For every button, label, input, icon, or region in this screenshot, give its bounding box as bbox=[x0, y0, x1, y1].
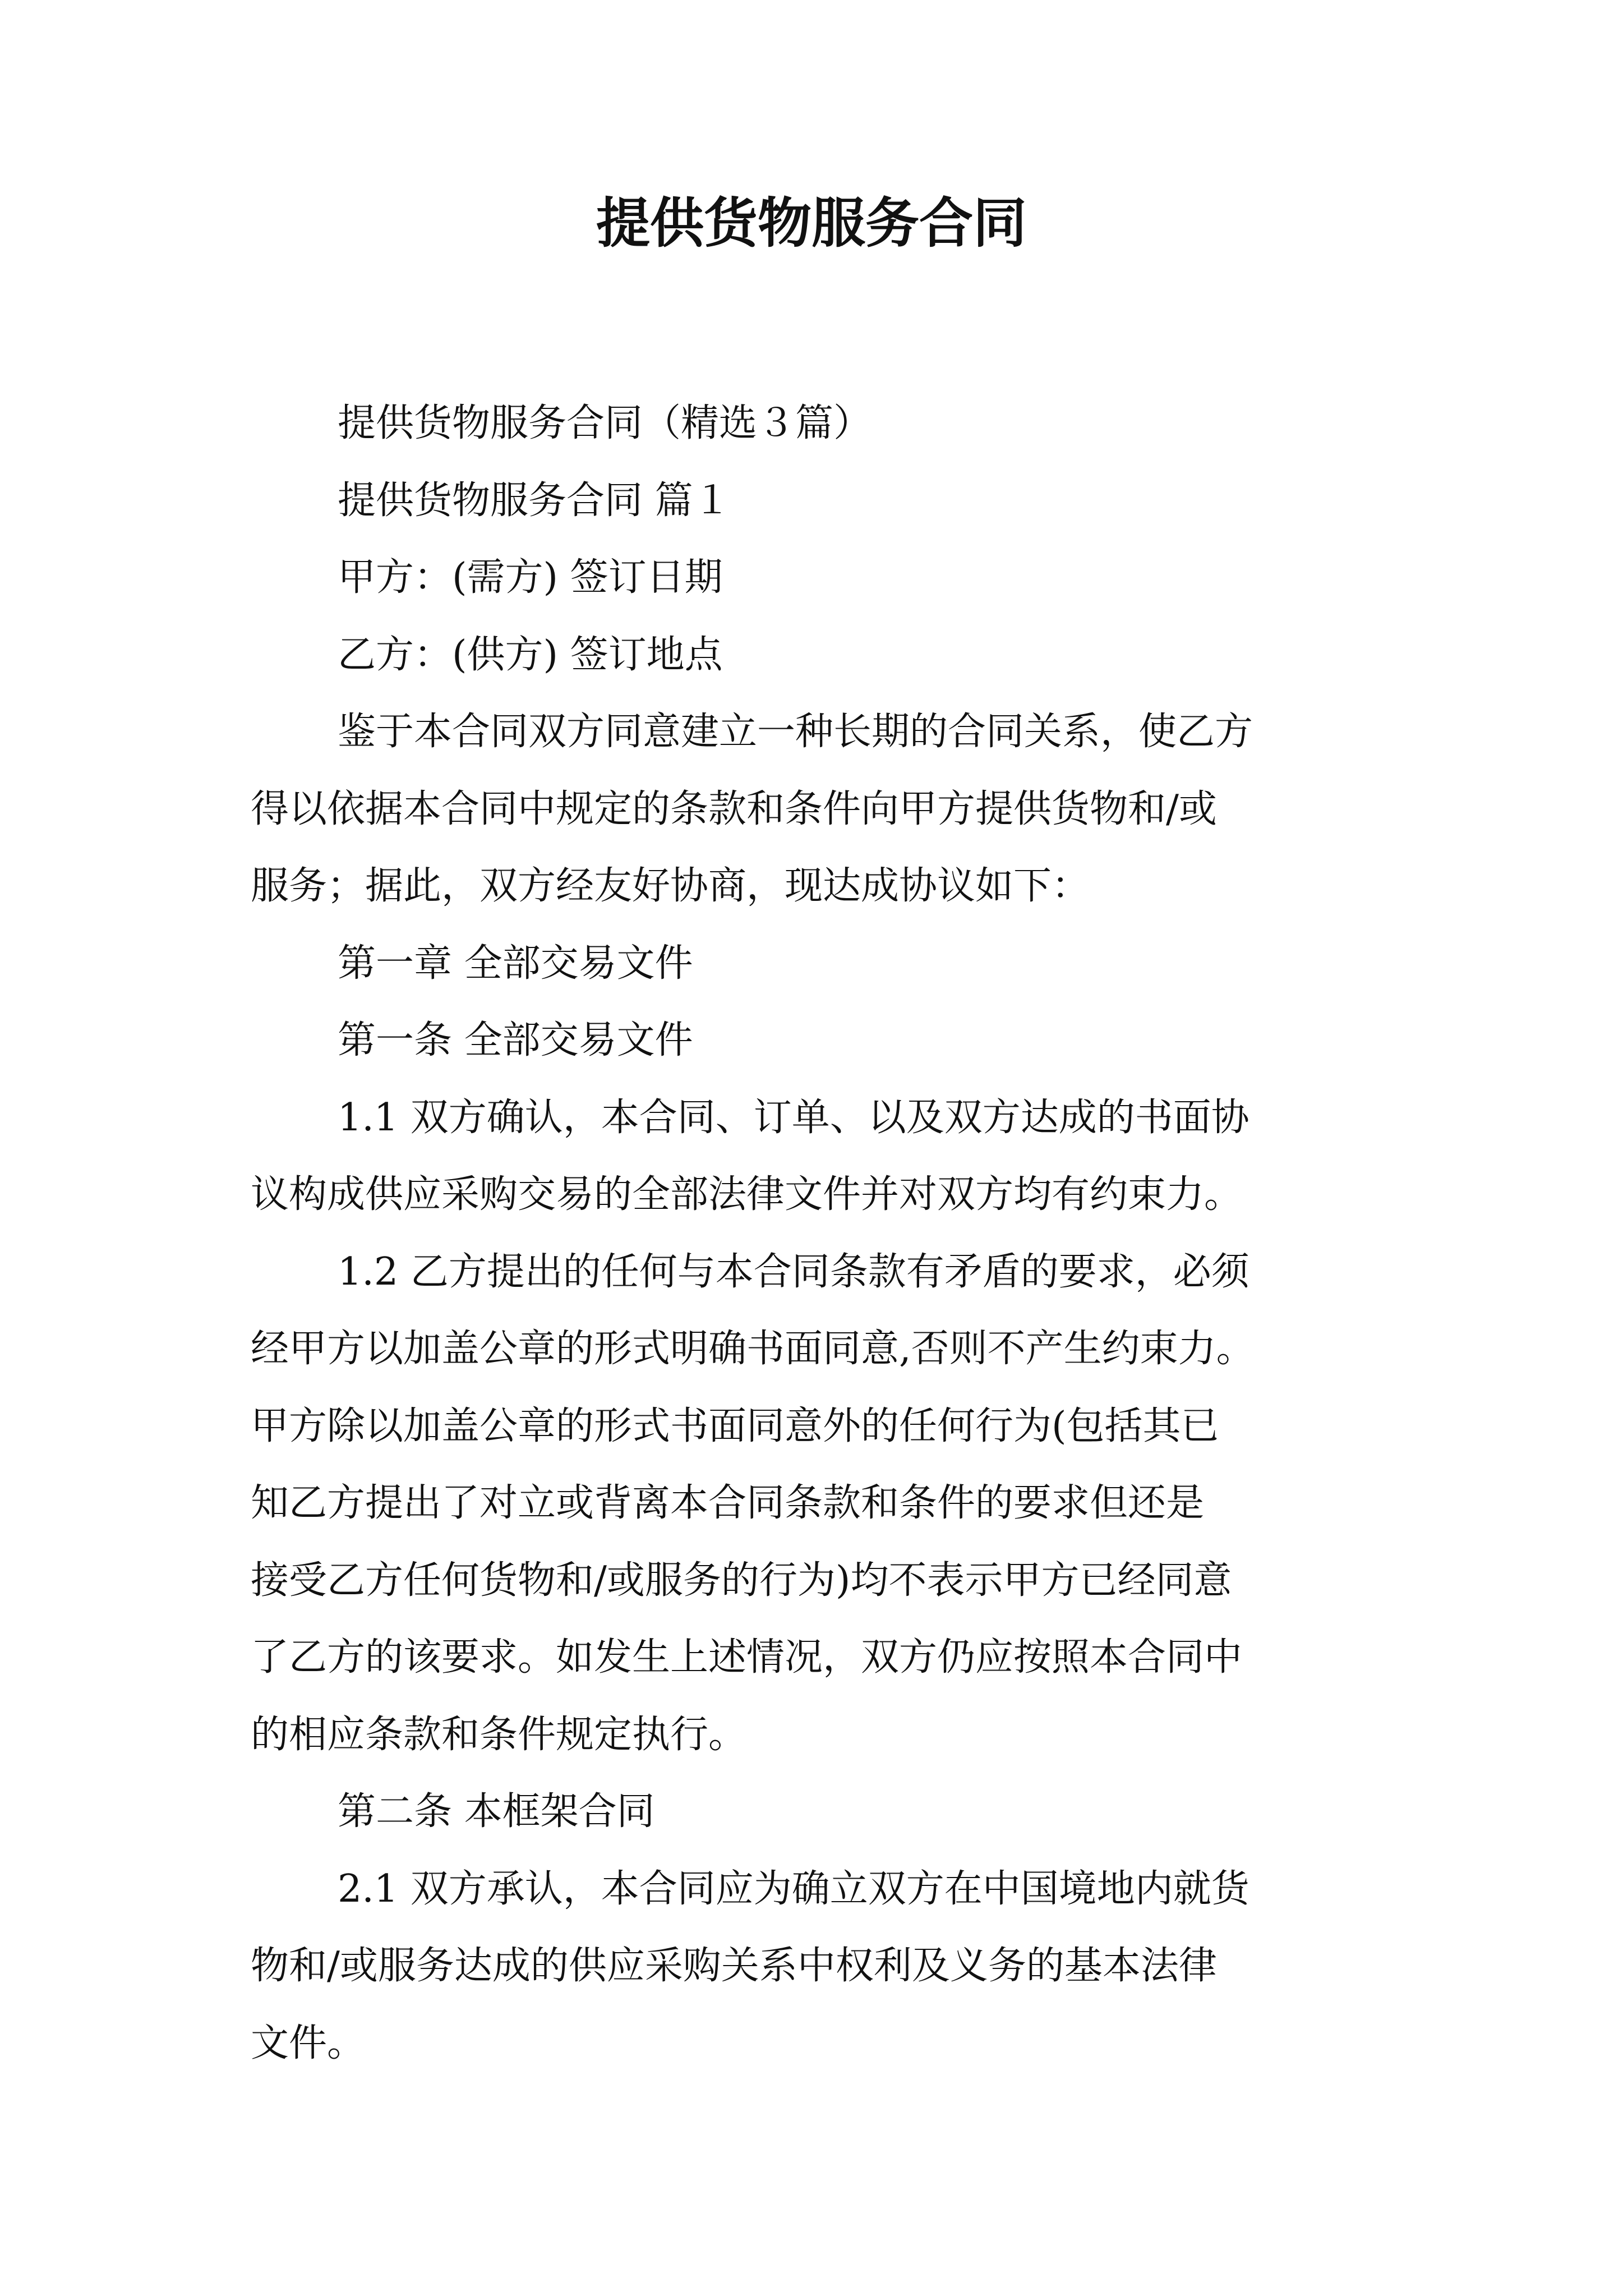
article-heading: 第一条 全部交易文件 bbox=[338, 1018, 693, 1062]
document-body bbox=[251, 385, 1389, 2082]
paragraph-line: 文件。 bbox=[251, 2021, 366, 2065]
document-subtitle: 提供货物服务合同（精选３篇） bbox=[338, 401, 872, 445]
paragraph-line: 得以依据本合同中规定的条款和条件向甲方提供货物和/或 bbox=[251, 786, 1217, 831]
paragraph-line: 2.1 双方承认，本合同应为确立双方在中国境地内就货 bbox=[338, 1866, 1249, 1911]
paragraph-line: 鉴于本合同双方同意建立一种长期的合同关系，使乙方 bbox=[338, 710, 1253, 754]
paragraph-line: 甲方除以加盖公章的形式书面同意外的任何行为(包括其已 bbox=[251, 1404, 1219, 1448]
section-heading: 提供货物服务合同 篇１ bbox=[338, 478, 731, 523]
document-title: 提供货物服务合同 bbox=[596, 191, 1027, 255]
paragraph-line: 1.2 乙方提出的任何与本合同条款有矛盾的要求，必须 bbox=[338, 1249, 1249, 1294]
paragraph-line: 议构成供应采购交易的全部法律文件并对双方均有约束力。 bbox=[251, 1172, 1243, 1217]
paragraph-line: 物和/或服务达成的供应采购关系中权利及义务的基本法律 bbox=[251, 1944, 1217, 1988]
party-b-line: 乙方：(供方) 签订地点 bbox=[338, 632, 723, 677]
paragraph-line: 服务；据此，双方经友好协商，现达成协议如下： bbox=[251, 864, 1090, 908]
paragraph-line: 了乙方的该要求。如发生上述情况，双方仍应按照本合同中 bbox=[251, 1635, 1243, 1680]
paragraph-line: 的相应条款和条件规定执行。 bbox=[251, 1712, 747, 1757]
paragraph-line: 接受乙方任何货物和/或服务的行为)均不表示甲方已经同意 bbox=[251, 1558, 1232, 1603]
chapter-heading: 第一章 全部交易文件 bbox=[338, 941, 693, 986]
party-a-line: 甲方：(需方) 签订日期 bbox=[338, 555, 723, 600]
article-heading: 第二条 本框架合同 bbox=[338, 1789, 655, 1834]
paragraph-line: 经甲方以加盖公章的形式明确书面同意,否则不产生约束力。 bbox=[251, 1327, 1255, 1371]
paragraph-line: 知乙方提出了对立或背离本合同条款和条件的要求但还是 bbox=[251, 1481, 1205, 1525]
paragraph-line: 1.1 双方确认，本合同、订单、以及双方达成的书面协 bbox=[338, 1095, 1249, 1140]
